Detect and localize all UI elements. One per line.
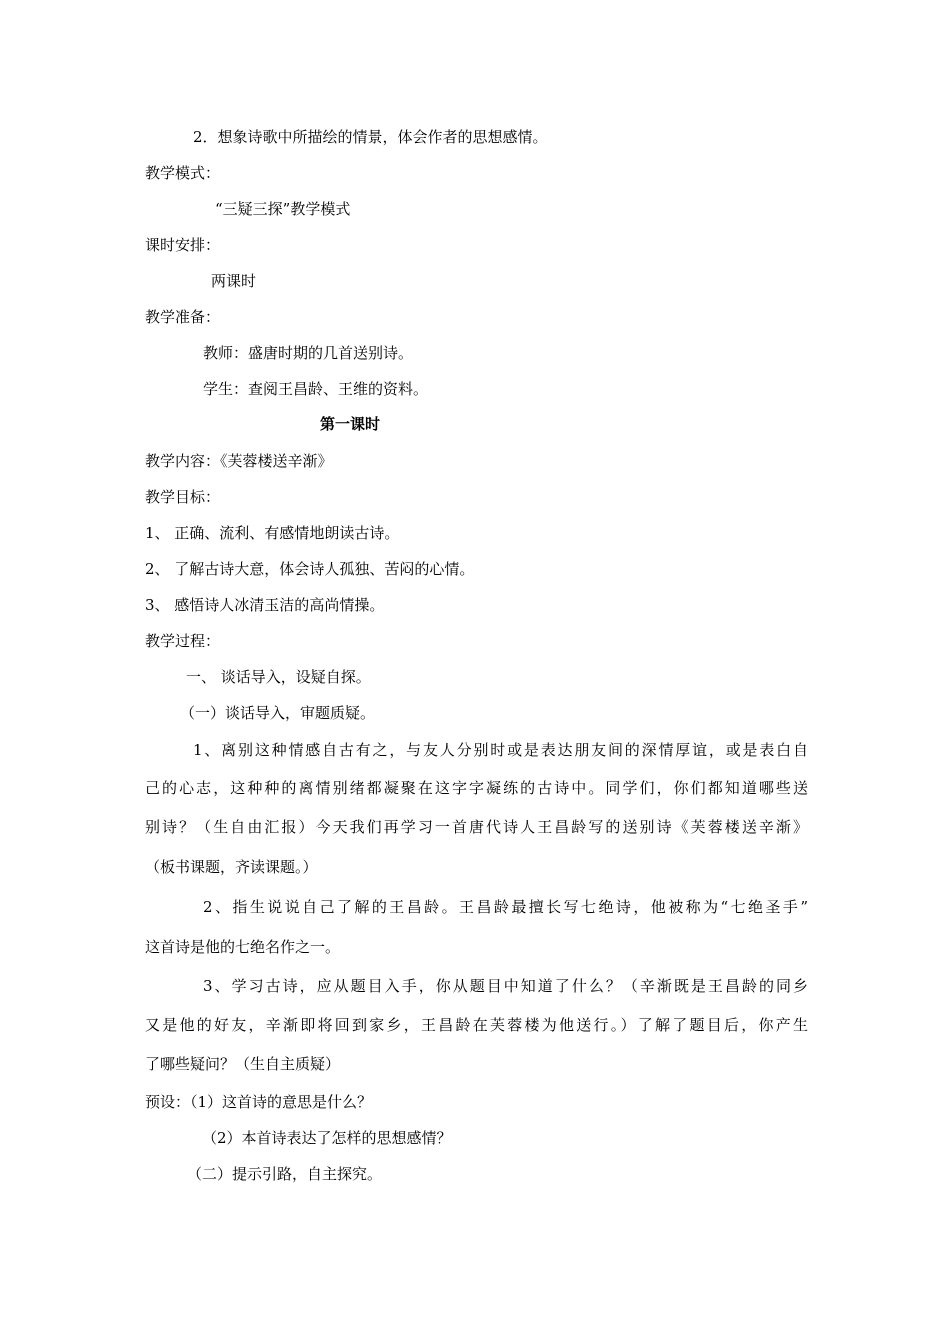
paragraph-3-line-2: 又是他的好友，辛渐即将回到家乡，王昌龄在芙蓉楼为他送行。）了解了题目后，你产生 xyxy=(145,1016,808,1034)
process-heading: 教学过程： xyxy=(145,632,221,650)
schedule-heading: 课时安排： xyxy=(145,236,221,254)
subsection-1-heading: （一）谈话导入，审题质疑。 xyxy=(180,704,376,722)
objective-2: 2．想象诗歌中所描绘的情景，体会作者的思想感情。 xyxy=(193,128,548,146)
lesson-title: 第一课时 xyxy=(320,415,381,433)
teaching-mode-heading: 教学模式： xyxy=(145,164,221,182)
goal-1: 1、 正确、流利、有感情地朗读古诗。 xyxy=(145,524,400,542)
teaching-content: 教学内容：《芙蓉楼送辛渐》 xyxy=(145,452,333,470)
preset-question-1: 预设：（1）这首诗的意思是什么？ xyxy=(145,1093,373,1111)
paragraph-3-line-1: 3、学习古诗，应从题目入手，你从题目中知道了什么？（辛渐既是王昌龄的同乡 xyxy=(203,977,808,995)
section-1-heading: 一、 谈话导入，设疑自探。 xyxy=(186,668,371,686)
paragraph-1-line-4: （板书课题，齐读课题。） xyxy=(145,858,318,876)
paragraph-1-line-2: 己的心志，这种种的离情别绪都凝聚在这字字凝练的古诗中。同学们，你们都知道哪些送 xyxy=(145,779,808,797)
teaching-goals-heading: 教学目标： xyxy=(145,488,221,506)
paragraph-3-line-3: 了哪些疑问？（生自主质疑） xyxy=(145,1055,341,1073)
preparation-heading: 教学准备： xyxy=(145,308,221,326)
paragraph-2-line-1: 2、指生说说自己了解的王昌龄。王昌龄最擅长写七绝诗，他被称为“七绝圣手” xyxy=(203,898,808,916)
schedule-value: 两课时 xyxy=(211,272,257,290)
goal-2: 2、 了解古诗大意，体会诗人孤独、苦闷的心情。 xyxy=(145,560,475,578)
paragraph-1-line-3: 别诗？（生自由汇报）今天我们再学习一首唐代诗人王昌龄写的送别诗《芙蓉楼送辛渐》 xyxy=(145,818,808,836)
paragraph-1-line-1: 1、离别这种情感自古有之，与友人分别时或是表达朋友间的深情厚谊，或是表白自 xyxy=(193,741,808,759)
subsection-2-heading: （二）提示引路，自主探究。 xyxy=(187,1165,383,1183)
teaching-mode-value: “三疑三探”教学模式 xyxy=(215,200,351,218)
goal-3: 3、 感悟诗人冰清玉洁的高尚情操。 xyxy=(145,596,385,614)
preparation-student: 学生：查阅王昌龄、王维的资料。 xyxy=(203,380,429,398)
preparation-teacher: 教师：盛唐时期的几首送别诗。 xyxy=(203,344,414,362)
preset-question-2: （2）本首诗表达了怎样的思想感情？ xyxy=(202,1129,452,1147)
paragraph-2-line-2: 这首诗是他的七绝名作之一。 xyxy=(145,938,341,956)
